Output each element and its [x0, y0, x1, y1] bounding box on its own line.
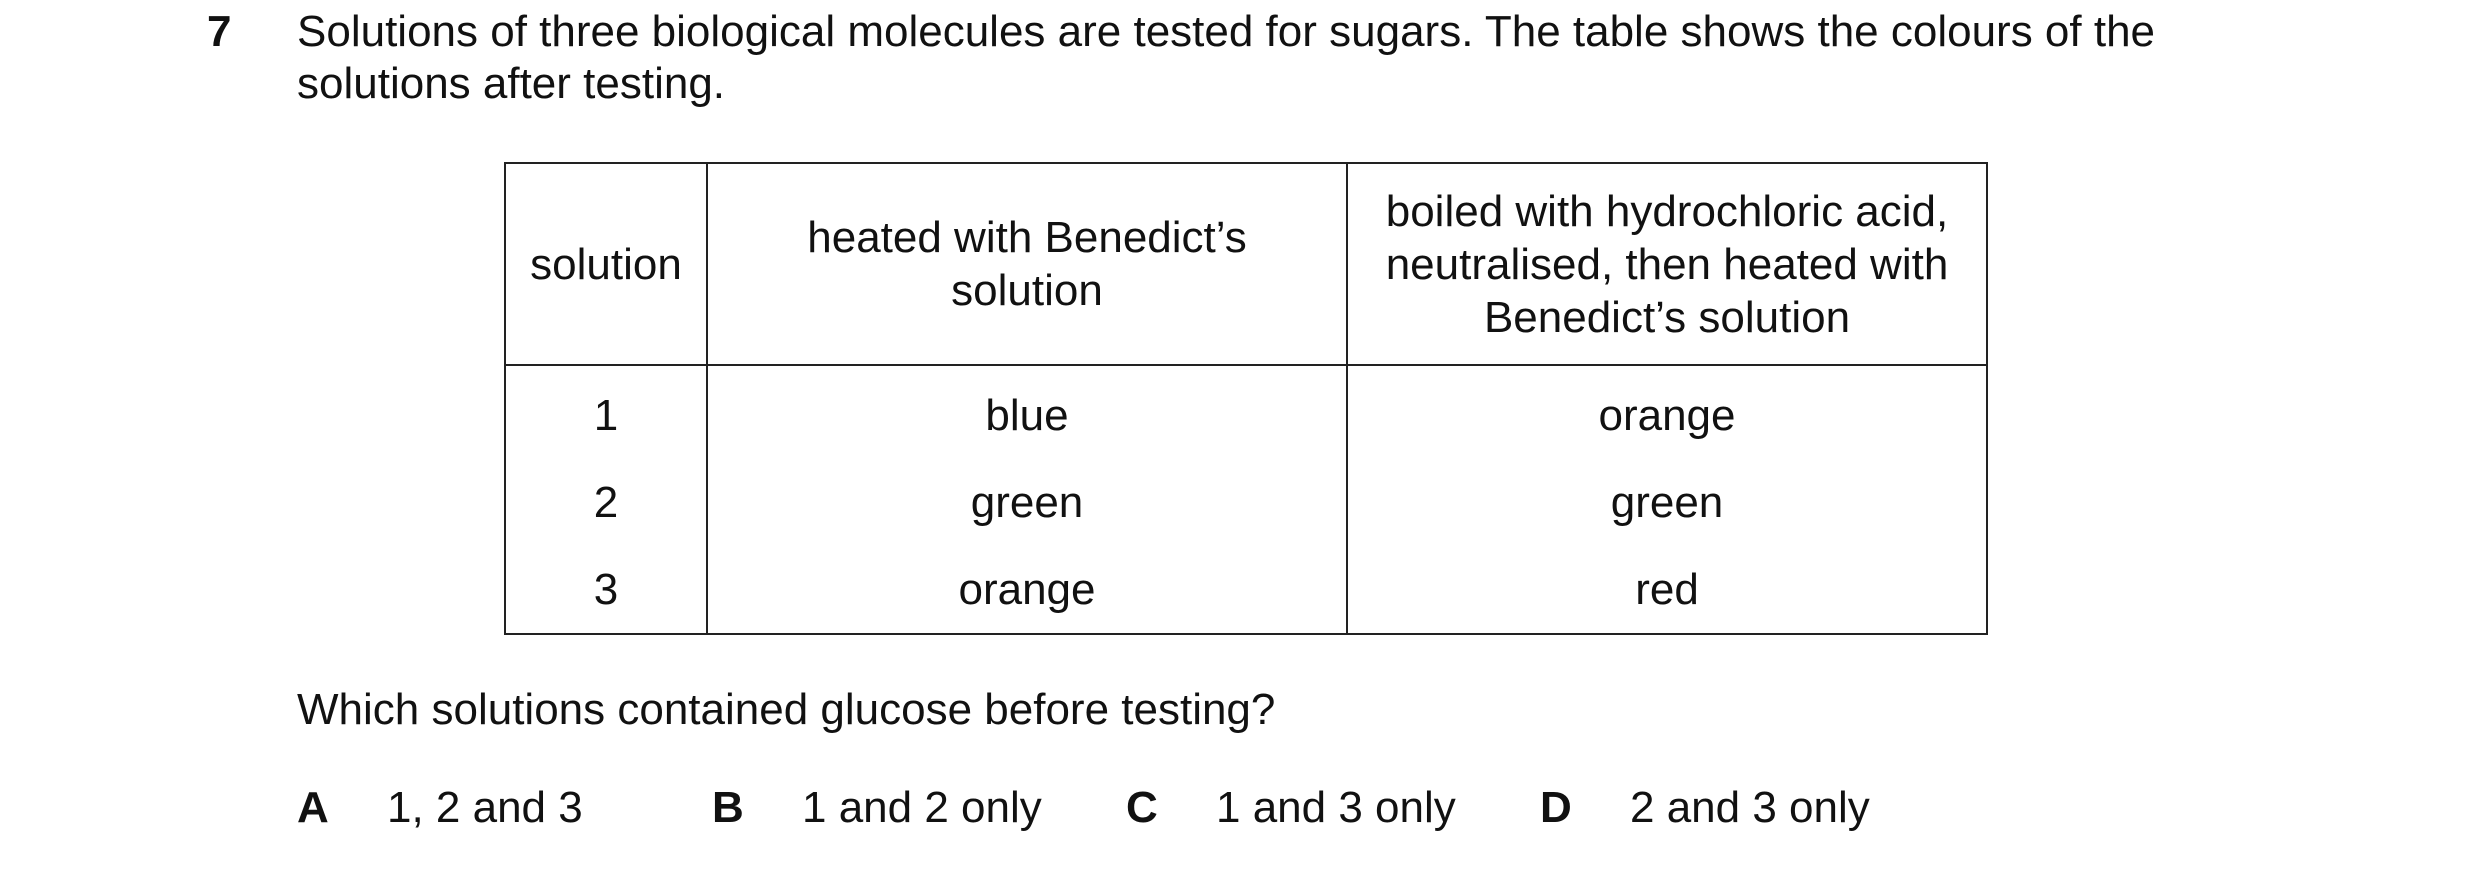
header-benedicts	[707, 163, 1347, 365]
table-cell: red	[1347, 546, 1987, 634]
question-number: 7	[207, 7, 232, 56]
question-stem	[297, 6, 2397, 110]
table-cell: orange	[707, 546, 1347, 634]
table-cell: green	[707, 459, 1347, 546]
table-cell: 2	[505, 459, 707, 546]
table-cell: blue	[707, 365, 1347, 459]
table-cell: 3	[505, 546, 707, 634]
table-cell: green	[1347, 459, 1987, 546]
header-text: solution	[951, 266, 1103, 315]
option-letter: C	[1126, 783, 1158, 832]
table-cell: 1	[505, 365, 707, 459]
header-text: solution	[530, 239, 682, 289]
table-row	[505, 546, 1987, 634]
table-row	[505, 459, 1987, 546]
header-text: neutralised, then heated with	[1385, 239, 1949, 289]
option-text: 1, 2 and 3	[387, 783, 583, 832]
table-cell: orange	[1347, 365, 1987, 459]
header-acid-hydrolysis	[1347, 163, 1987, 365]
option-letter: A	[297, 783, 329, 832]
table-row	[505, 365, 1987, 459]
question-prompt: Which solutions contained glucose before testing?	[297, 685, 1276, 734]
header-text: Benedict’s solution	[1483, 292, 1851, 342]
option-text: 1 and 2 only	[802, 783, 1042, 832]
header-text: boiled with hydrochloric acid,	[1385, 186, 1949, 236]
header-solution	[505, 163, 707, 365]
question-stem-line: solutions after testing.	[297, 59, 726, 108]
option-letter: D	[1540, 783, 1572, 832]
header-text: heated with Benedict’s	[807, 213, 1247, 262]
table-header-row	[505, 163, 1987, 365]
option-text: 1 and 3 only	[1216, 783, 1456, 832]
option-text: 2 and 3 only	[1630, 783, 1870, 832]
question-stem-line: Solutions of three biological molecules are tested for sugars. The table shows the colours of the	[297, 7, 2156, 56]
option-letter: B	[712, 783, 744, 832]
results-table	[504, 162, 1988, 635]
